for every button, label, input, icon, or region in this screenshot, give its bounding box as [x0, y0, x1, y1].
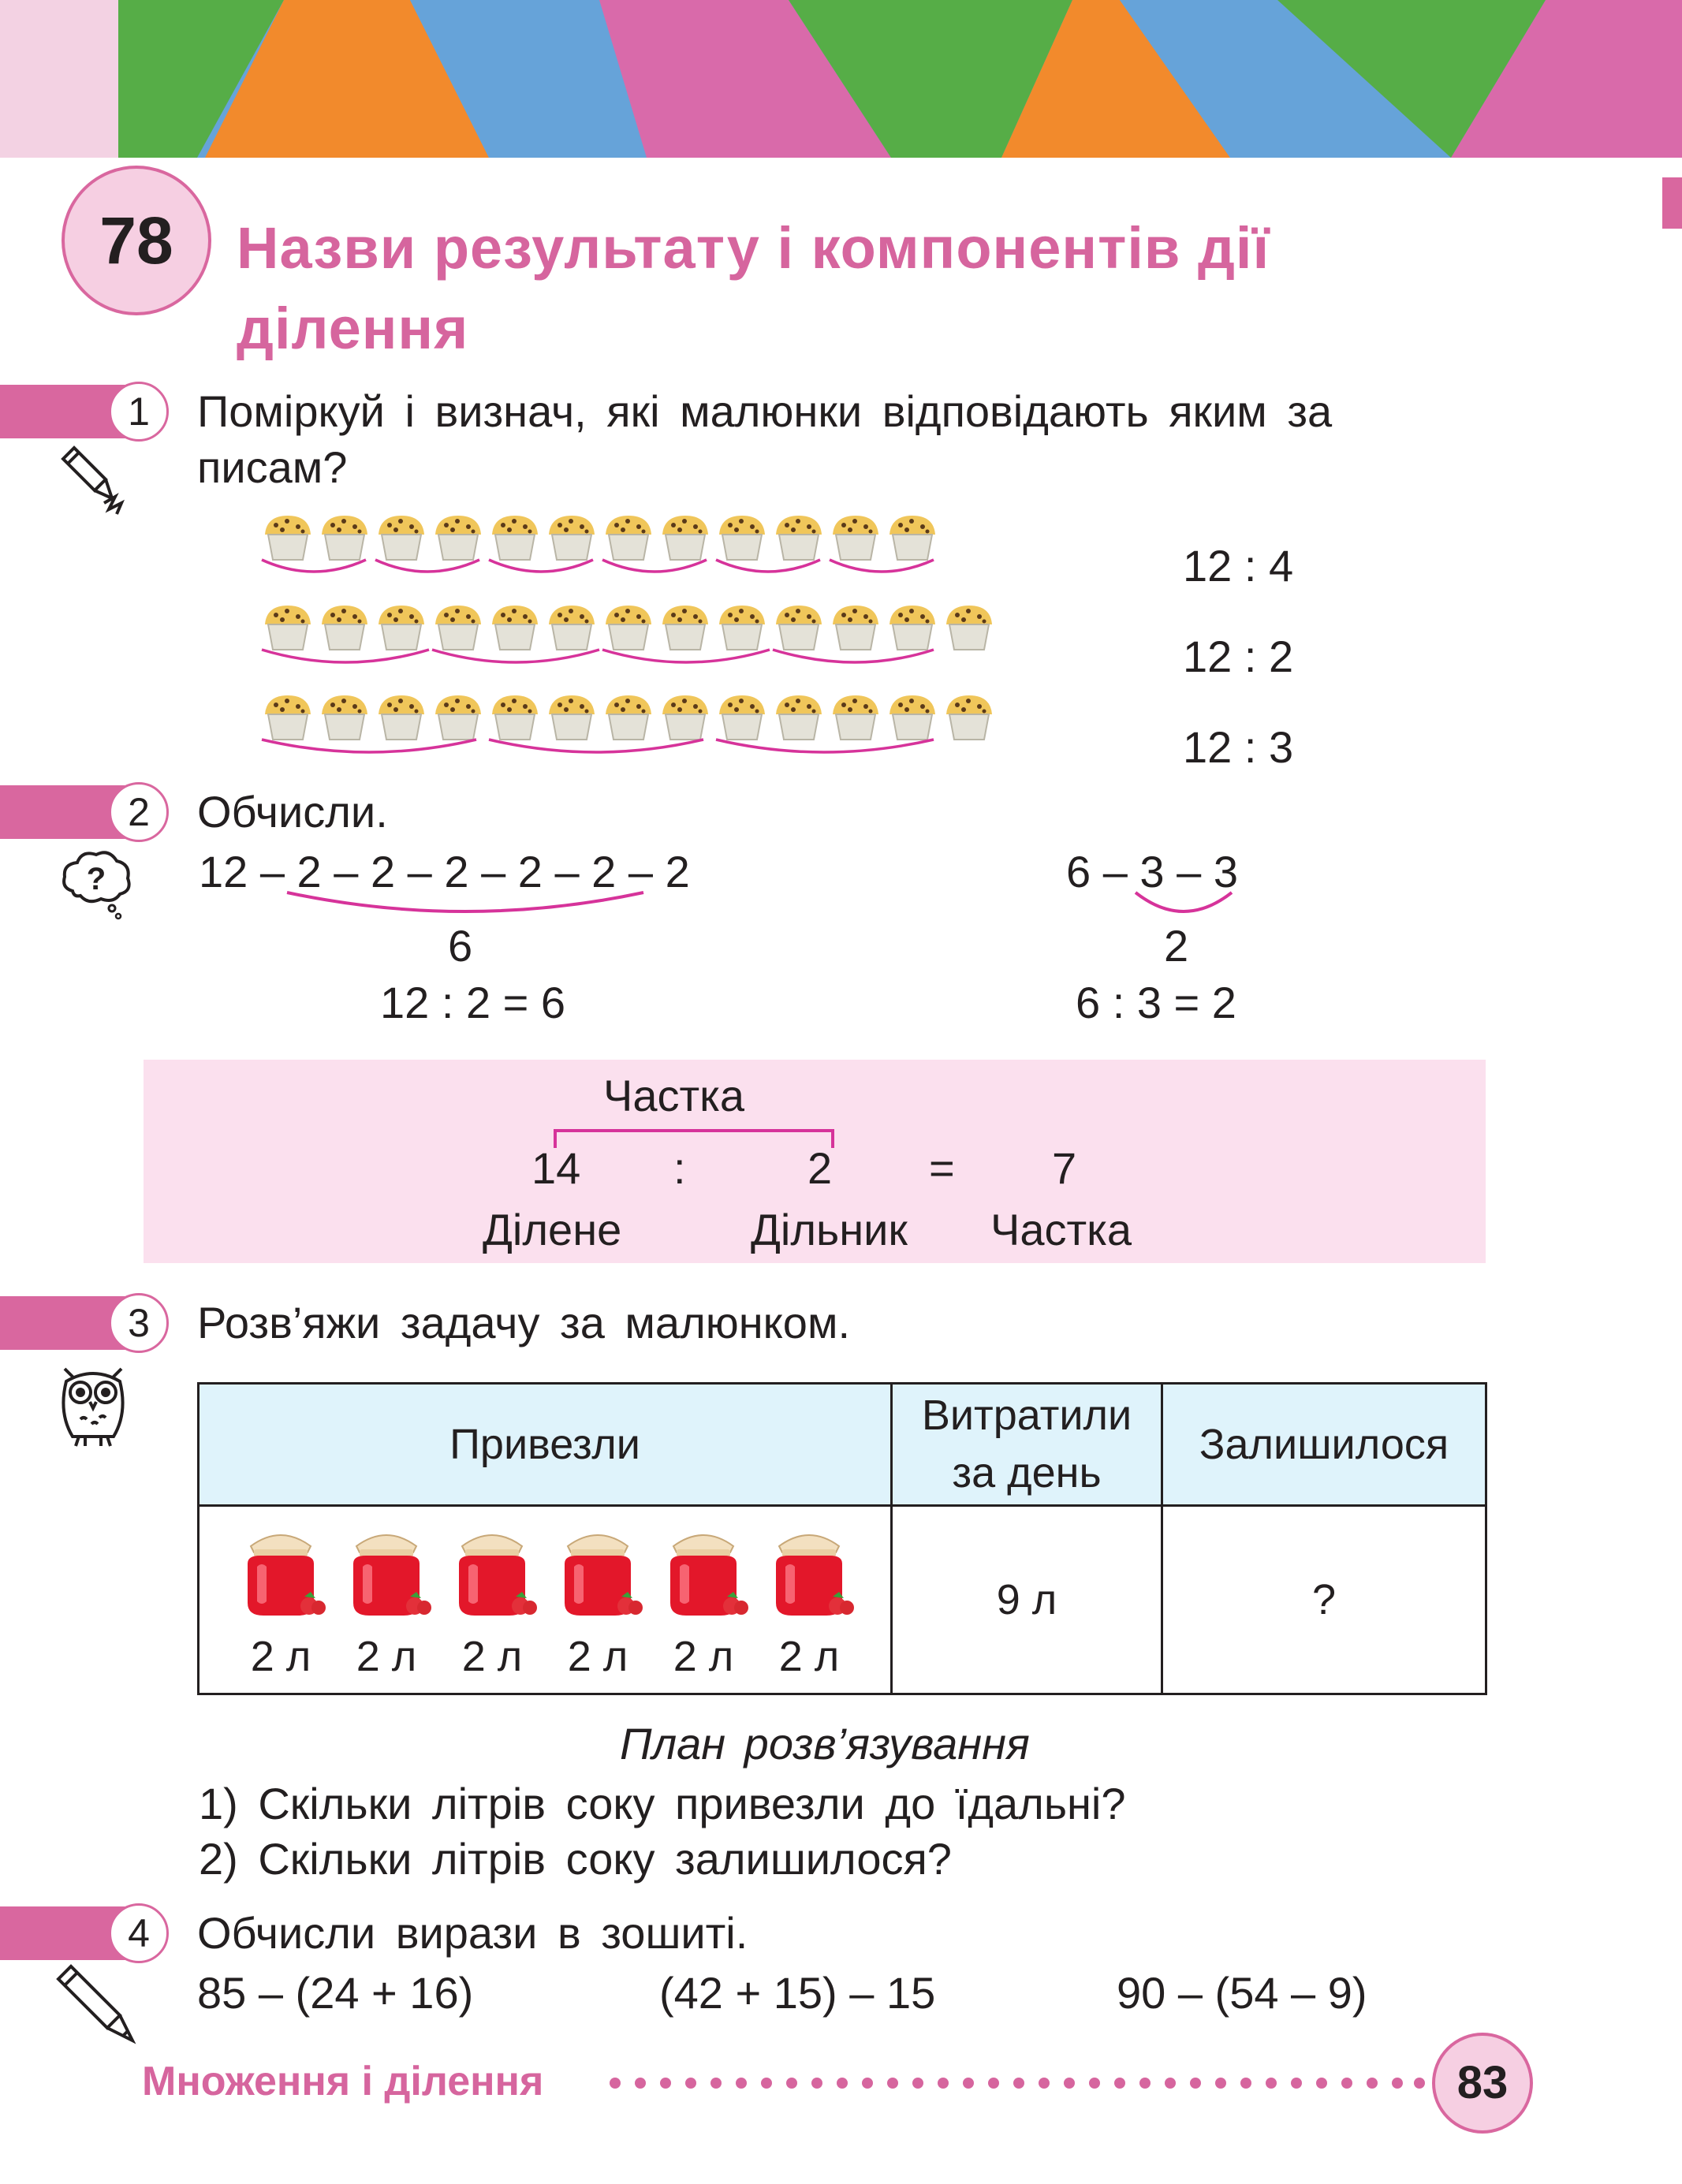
jar-item	[441, 1519, 543, 1681]
task-number: 3	[109, 1293, 169, 1353]
jar-label: 2 л	[778, 1632, 840, 1680]
group-arc	[262, 740, 476, 752]
jam-jar-icon	[233, 1519, 328, 1622]
header-spent-line1: Витратили	[921, 1392, 1132, 1440]
rule-colon: :	[673, 1143, 686, 1193]
task2-right-count: 2	[1164, 921, 1189, 971]
group-arc	[489, 740, 703, 752]
task-bar	[0, 785, 126, 839]
plan-item: 1) Скільки літрів соку привезли до їдальні?	[199, 1779, 1126, 1828]
rule-result: 7	[1052, 1143, 1077, 1193]
footer-dots	[607, 2069, 1427, 2097]
task-text: Розв’яжи задачу за малюнком.	[197, 1298, 850, 1347]
group-arc	[716, 560, 820, 572]
grouping-arc	[1132, 889, 1235, 921]
header-cell-remaining: Залишилося	[1162, 1384, 1486, 1506]
jar-label: 2 л	[567, 1632, 628, 1680]
header-spent-line2: за день	[952, 1449, 1102, 1496]
pencil-icon	[54, 1962, 140, 2048]
task2-right-expression: 6 – 3 – 3	[1066, 847, 1238, 896]
group-arc	[262, 650, 429, 662]
rule-quotient-top: Частка	[603, 1071, 744, 1120]
header-banner	[0, 0, 1682, 158]
quotient-bracket	[552, 1126, 836, 1150]
thinking-cloud-icon	[57, 844, 136, 922]
grouping-arcs	[252, 552, 946, 773]
jar-label: 2 л	[673, 1632, 734, 1680]
muffin-icon	[942, 601, 997, 653]
rule-equals: =	[929, 1143, 955, 1193]
jar-label: 2 л	[356, 1632, 417, 1680]
task-bar	[0, 1296, 126, 1350]
header-cell-brought: Привезли	[199, 1384, 892, 1506]
expression: 85 – (24 + 16)	[197, 1968, 474, 2018]
jar-label: 2 л	[461, 1632, 523, 1680]
juice-table	[197, 1382, 1487, 1695]
page-title-line1: Назви результату і компонентів дії	[237, 215, 1270, 281]
jar-item	[546, 1519, 649, 1681]
expression: 12 : 4	[1183, 541, 1294, 591]
task-text: Обчисли вирази в зошиті.	[197, 1908, 748, 1958]
jam-jar-icon	[550, 1519, 645, 1622]
page-title-line2: ділення	[237, 296, 469, 361]
rule-dividend: 14	[531, 1143, 581, 1193]
group-arc	[432, 650, 599, 662]
jam-jar-icon	[445, 1519, 539, 1622]
rule-label-dividend: Ділене	[483, 1205, 622, 1254]
header-cell-spent	[892, 1384, 1162, 1506]
lesson-badge	[62, 166, 211, 315]
task2-left-equation: 12 : 2 = 6	[380, 978, 566, 1027]
side-tab	[1662, 177, 1682, 229]
group-arc	[375, 560, 479, 572]
jar-item	[652, 1519, 755, 1681]
task-number: 4	[109, 1903, 169, 1963]
remaining-cell: ?	[1162, 1506, 1486, 1694]
group-arc	[489, 560, 593, 572]
lesson-number: 78	[99, 203, 173, 278]
svg-text:?: ?	[86, 862, 106, 896]
jar-item	[758, 1519, 860, 1681]
task-text: Обчисли.	[197, 787, 388, 837]
group-arc	[830, 560, 934, 572]
task2-right-equation: 6 : 3 = 2	[1076, 978, 1236, 1027]
spent-cell: 9 л	[892, 1506, 1162, 1694]
group-arc	[602, 650, 770, 662]
task-text: Поміркуй і визнач, які малюнки відповідають яким за	[197, 386, 1333, 436]
task-bar	[0, 385, 126, 438]
jar-item	[229, 1519, 332, 1681]
task-text: писам?	[197, 442, 348, 492]
grouping-arc	[284, 889, 647, 921]
expression: 12 : 3	[1183, 722, 1294, 772]
expression: (42 + 15) – 15	[659, 1968, 936, 2018]
plan-item: 2) Скільки літрів соку залишилося?	[199, 1834, 952, 1884]
page-number-badge	[1432, 2033, 1533, 2134]
page-number: 83	[1456, 2057, 1509, 2108]
owl-icon	[54, 1358, 132, 1451]
rule-label-quotient: Частка	[990, 1205, 1132, 1254]
task-number: 2	[109, 782, 169, 842]
task2-left-expression: 12 – 2 – 2 – 2 – 2 – 2 – 2	[199, 847, 690, 896]
task2-left-count: 6	[448, 921, 473, 971]
jam-jar-icon	[656, 1519, 751, 1622]
rule-label-divisor: Дільник	[751, 1205, 908, 1254]
group-arc	[773, 650, 934, 662]
jars-cell	[199, 1506, 892, 1694]
footer-section: Множення і ділення	[142, 2059, 544, 2104]
pencil-icon	[57, 442, 132, 516]
banner-shadow	[0, 158, 1682, 173]
group-arc	[262, 560, 366, 572]
task-bar	[0, 1906, 126, 1960]
group-arc	[602, 560, 707, 572]
expression: 12 : 2	[1183, 632, 1294, 681]
task-number: 1	[109, 382, 169, 442]
muffin-icon	[942, 691, 997, 743]
jar-item	[335, 1519, 438, 1681]
jam-jar-icon	[762, 1519, 856, 1622]
jam-jar-icon	[339, 1519, 434, 1622]
group-arc	[716, 740, 934, 752]
expression: 90 – (54 – 9)	[1117, 1968, 1367, 2018]
jar-label: 2 л	[250, 1632, 311, 1680]
plan-title: План розв’язування	[620, 1719, 1030, 1768]
rule-divisor: 2	[807, 1143, 833, 1193]
